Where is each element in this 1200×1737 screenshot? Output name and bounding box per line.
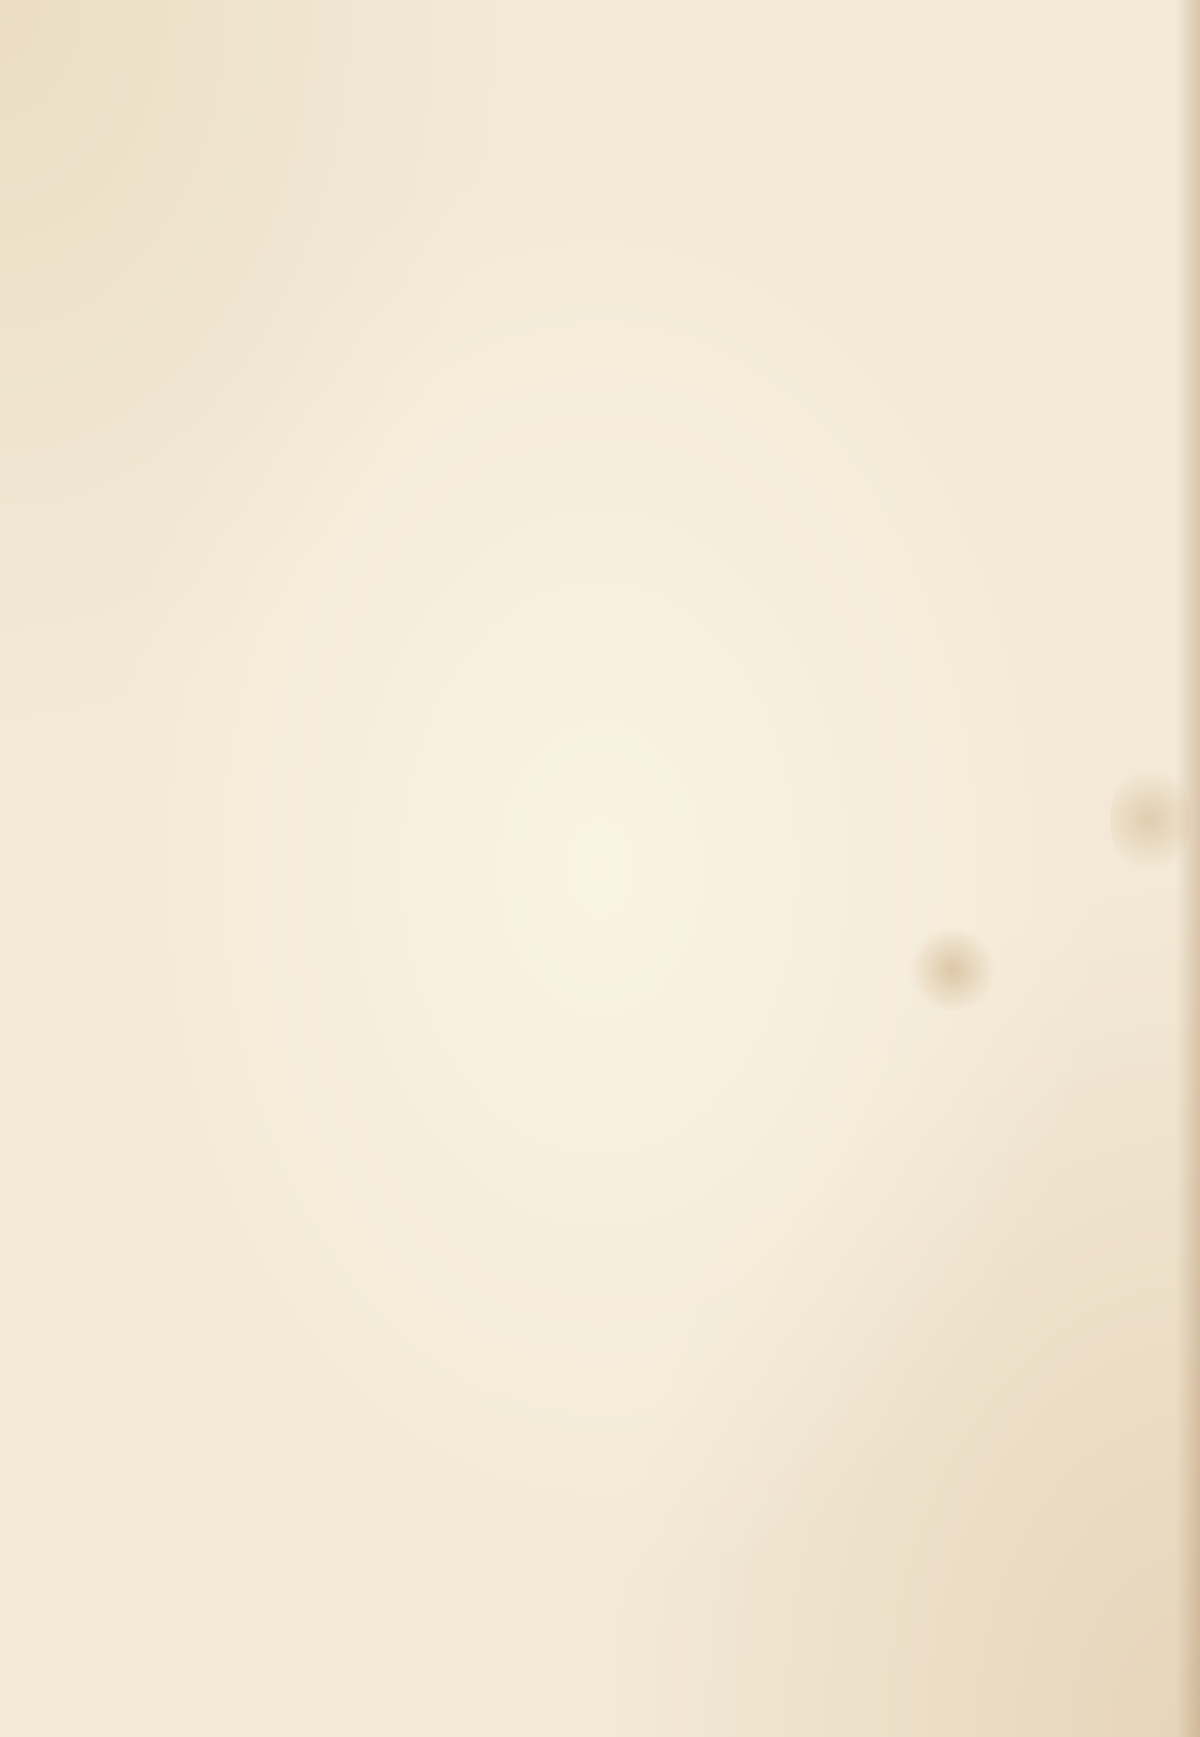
paper-stain xyxy=(1110,760,1190,880)
paper-stain xyxy=(905,930,1000,1010)
page-edge-shadow xyxy=(1176,0,1200,1737)
